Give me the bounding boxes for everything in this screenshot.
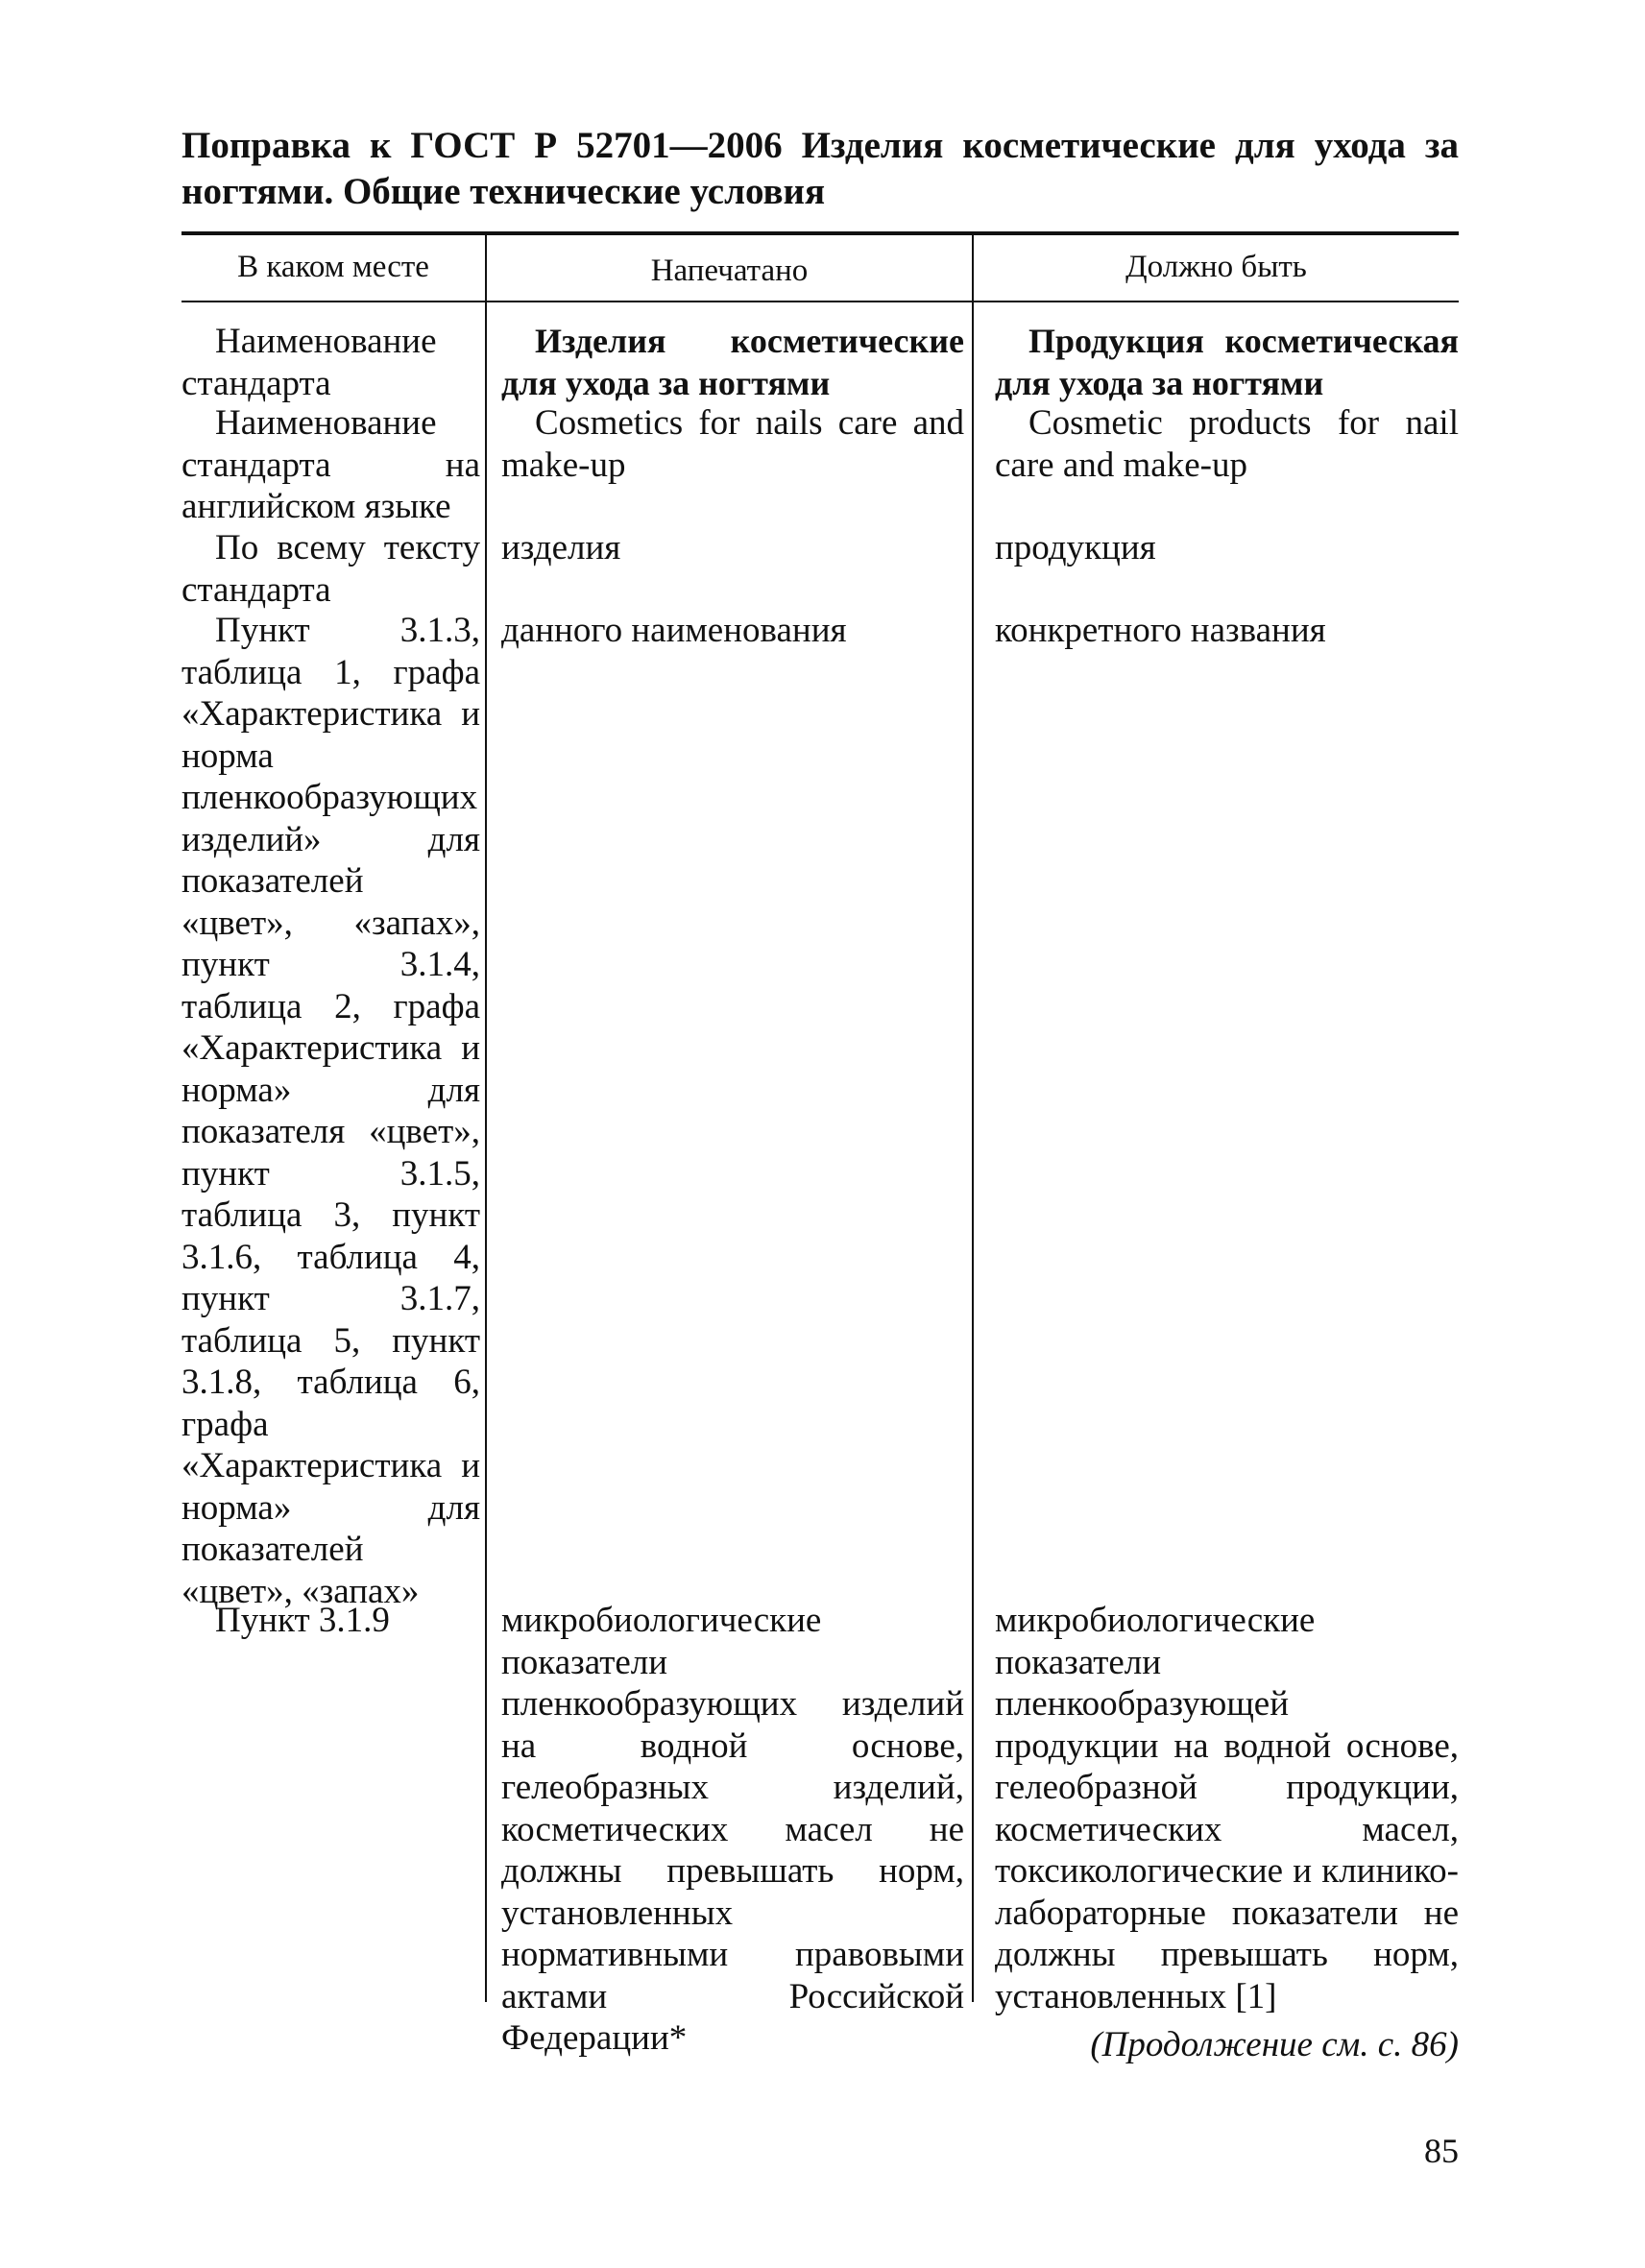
row-1-should-be: Продукция косметическая для ухода за ногтями: [995, 322, 1459, 402]
row-2-should-be: Cosmetic products for nail care and make-up: [995, 403, 1459, 485]
row-4-should-be: конкретного названия: [995, 611, 1326, 650]
column-header-should-be: Должно быть: [1125, 250, 1307, 284]
row-3-printed: изделия: [501, 528, 621, 567]
row-4-printed: данного наименования: [501, 611, 847, 650]
row-1-where: Наименование стандарта: [181, 322, 437, 403]
column-divider-2: [972, 235, 974, 2002]
page-number: 85: [1424, 2132, 1459, 2170]
continuation-note: (Продолжение см. с. 86): [1090, 2025, 1459, 2064]
row-1-printed: Изделия косметические для ухода за ногтями: [501, 322, 964, 402]
row-2-printed: Cosmetics for nails care and make-up: [501, 403, 964, 485]
column-divider-1: [485, 235, 487, 2002]
column-header-printed: Напечатано: [650, 253, 809, 288]
table-top-rule: [181, 231, 1459, 235]
row-4-where: Пункт 3.1.3, таблица 1, графа «Характеристика и норма пленкообразующих изделий» для показателей «цвет», «запах», пункт 3.1.4, таблица 2, графа «Характеристика и норма» для показателя «цвет», пункт 3.1.5, таблица 3, пункт 3.1.6, таблица 4, пункт 3.1.7, таблица 5, пункт 3.1.8, таблица 6, графа «Характеристика и норма» для показателей «цвет», «запах»: [181, 611, 480, 1611]
row-5-printed: микробиологические показатели пленкообразующих изделий на водной основе, гелеобразных изделий, косметических масел не должны превышать норм, установленных нормативными правовыми актами Российской Федерации*: [501, 1601, 964, 2058]
row-3-where: По всему тексту стандарта: [181, 528, 480, 610]
row-3-should-be: продукция: [995, 528, 1156, 567]
page-title: Поправка к ГОСТ Р 52701—2006 Изделия косметические для ухода за ногтями. Общие технические условия: [181, 125, 1459, 212]
table-header-rule: [181, 301, 1459, 302]
row-2-where: Наименование стандарта на английском языке: [181, 403, 480, 526]
row-5-should-be: микробиологические показатели пленкообразующей продукции на водной основе, гелеобразной продукции, косметических масел, токсикологические и клинико-лабораторные показатели не должны превышать норм, установленных [1]: [995, 1601, 1459, 2016]
row-5-where: Пункт 3.1.9: [215, 1601, 390, 1640]
column-header-where: В каком месте: [237, 250, 429, 284]
